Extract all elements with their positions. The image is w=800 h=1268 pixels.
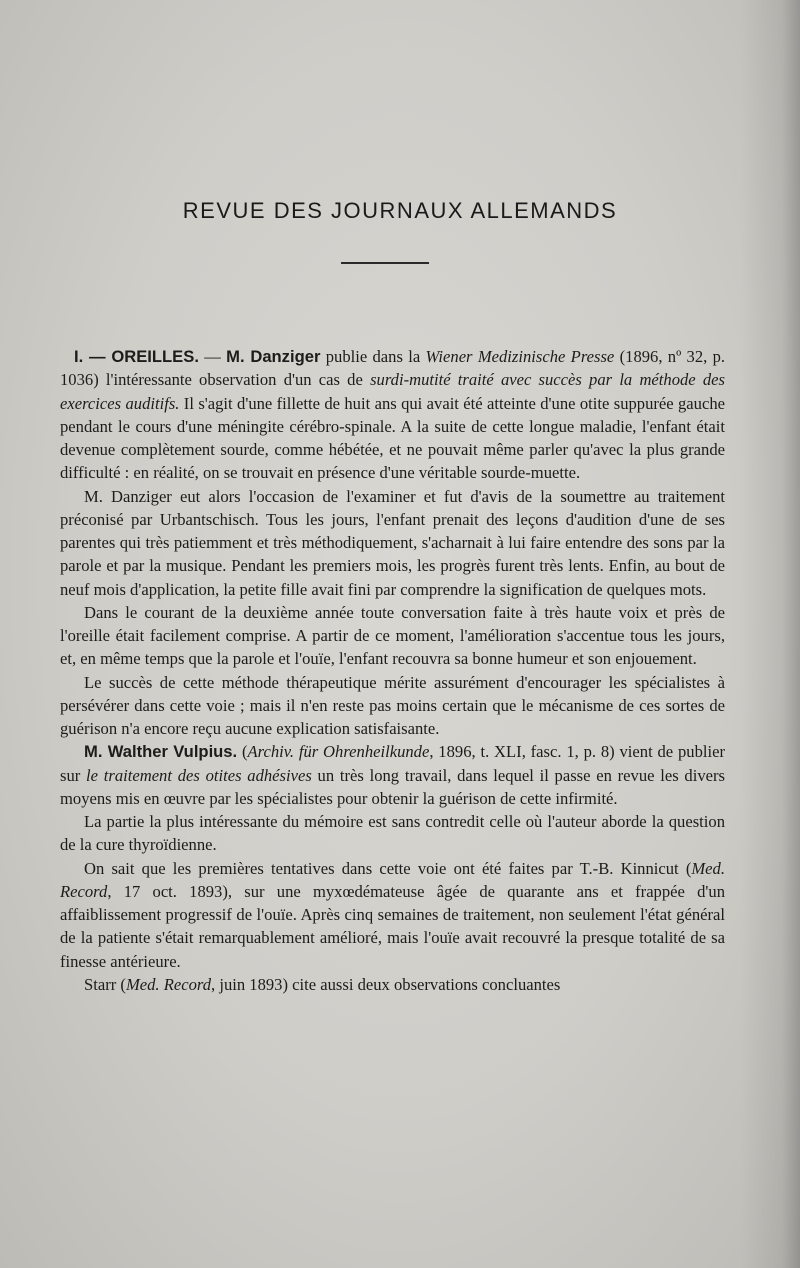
text-run: , 1896, t. XLI, fasc. 1, p. 8) vient de publier sur xyxy=(60,742,725,785)
paragraph-kinnicut xyxy=(60,857,725,973)
text-run: un très long travail, dans lequel il passe en revue les divers moyens mis en œuvre par les spécialistes pour obtenir la guérison de cette infirmité. xyxy=(60,765,725,808)
paragraph: M. Danziger eut alors l'occasion de l'examiner et fut d'avis de la soumettre au traitement préconisé par Urbantschisch. Tous les jours, l'enfant prenait des leçons d'audition d'une de ses parentes qui très patiemment et très méthodiquement, s'acharnait à lui faire entendre des sons par la parole et par la musique. Pendant les premiers mois, les progrès furent très lents. Enfin, au bout de neuf mois d'application, la petite fille avait fini par comprendre la signification de quelques mots. xyxy=(60,486,725,599)
paragraph: Le succès de cette méthode thérapeutique mérite assurément d'encourager les spécialistes à persévérer dans cette voie ; mais il n'en reste pas moins certain que le mécanisme de ces sortes de guérison n'a encore reçu aucune explication satisfaisante. xyxy=(60,672,725,738)
paragraph-vulpius xyxy=(60,740,725,810)
text-run: ( xyxy=(237,742,248,762)
text-run: , 17 oct. 1893), sur une myxœdémateuse âgée de quarante ans et frappée d'un affaiblissement progressif de l'ouïe. Après cinq semaines de traitement, non seulement l'état général de la patiente s'était remarquablement amélioré, mais l'ouïe avait recouvré la presque totalité de sa finesse antérieure. xyxy=(60,881,725,971)
title-rule xyxy=(341,262,429,264)
article-subject: surdi-mutité traité avec succès par la méthode des exercices auditifs. xyxy=(60,370,725,413)
paragraph-oreilles xyxy=(60,345,725,485)
page-gutter-shadow xyxy=(740,0,800,1268)
text-run: On sait que les premières tentatives dans cette voie ont été faites par T.-B. Kinnicut ( xyxy=(84,858,692,878)
author-name: M. Danziger xyxy=(226,347,321,366)
journal-title: Med. Record xyxy=(125,974,212,994)
text-run: (1896, nº 32, p. 1036) l'intéressante observation d'un cas de xyxy=(60,347,726,390)
journal-title: Archiv. für Ohrenheilkunde xyxy=(247,742,430,762)
paragraph: Dans le courant de la deuxième année toute conversation faite à très haute voix et près de l'oreille était facilement comprise. A partir de ce moment, l'amélioration s'accentue tous les jours, et, en même temps que la parole et l'ouïe, l'enfant recouvra sa bonne humeur et son enjouement. xyxy=(60,602,725,669)
journal-title: Med. Record xyxy=(60,858,725,901)
text-run: publie dans la xyxy=(320,347,426,366)
paragraph: La partie la plus intéressante du mémoire est sans contredit celle où l'auteur aborde la question de la cure thyroïdienne. xyxy=(60,812,725,855)
section-heading: I. — OREILLES. xyxy=(74,347,199,366)
paragraph-starr xyxy=(60,973,725,996)
article-subject: le traitement des otites adhésives xyxy=(86,765,312,785)
text-run: Starr ( xyxy=(84,974,126,994)
text-run: Il s'agit d'une fillette de huit ans qui avait été atteinte d'une otite suppurée gauche pendant le cours d'une méningite cérébro-spinale. A la suite de cette longue maladie, l'enfant était devenue complètement sourde, comme hébétée, et ne pouvait même parler qu'avec la plus grande difficulté : en réalité, on se trouvait en présence d'une véritable sourde-muette. xyxy=(60,393,726,483)
author-name: M. Walther Vulpius. xyxy=(84,742,238,762)
text-run: , juin 1893) cite aussi deux observations concluantes xyxy=(211,974,561,994)
section-dash: — xyxy=(198,347,227,366)
page-title: REVUE DES JOURNAUX ALLEMANDS xyxy=(182,198,618,223)
journal-title: Wiener Medizinische Presse xyxy=(425,347,615,366)
article-body xyxy=(60,345,725,996)
